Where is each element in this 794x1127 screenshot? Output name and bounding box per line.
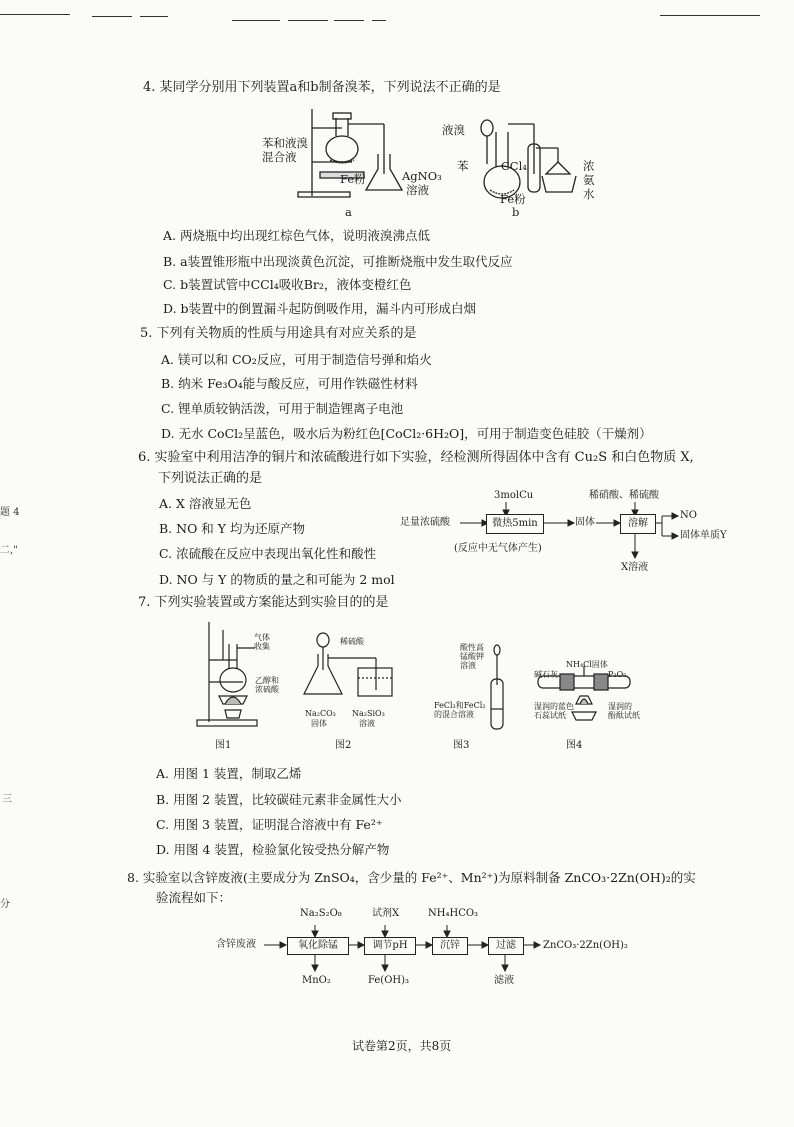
flow-label-solid: 固体 [575, 517, 595, 528]
question-7-option-a: A. 用图 1 装置，制取乙烯 [156, 766, 302, 781]
q8-output-3: 滤液 [494, 975, 514, 986]
header-line [92, 16, 132, 17]
q8-step-precipitate: 沉锌 [432, 937, 468, 955]
question-5-option-a: A. 镁可以和 CO₂反应，可用于制造信号弹和焰火 [161, 352, 432, 367]
flow-output-y: 固体单质Y [680, 530, 727, 541]
question-4-option-a: A. 两烧瓶中均出现红棕色气体，说明液溴沸点低 [163, 228, 430, 243]
caption-a: a [345, 205, 352, 219]
fig1-label-collect: 收集 [254, 642, 270, 651]
label-benzene-bromine: 苯和液溴 [262, 136, 308, 150]
fig4-label-p2o5: P₂O₅ [608, 670, 627, 679]
question-8-stem: 8. 实验室以含锌废液(主要成分为 ZnSO₄，含少量的 Fe²⁺、Mn²⁺)为原料制备 ZnCO₃·2Zn(OH)₂的实 [127, 870, 696, 885]
question-4-option-c: C. b装置试管中CCl₄吸收Br₂，液体变橙红色 [163, 277, 412, 292]
question-5-option-d: D. 无水 CoCl₂呈蓝色，吸水后为粉红色[CoCl₂·6H₂O]，可用于制造变色硅胶（干燥剂） [161, 426, 652, 441]
caption-fig3: 图3 [453, 740, 470, 751]
fig1-label-sulfuric: 浓硫酸 [255, 685, 279, 694]
caption-fig4: 图4 [566, 740, 583, 751]
question-7-stem: 7. 下列实验装置或方案能达到实验目的的是 [138, 595, 389, 610]
question-6-option-b: B. NO 和 Y 均为还原产物 [159, 521, 305, 536]
fig1-label-gas: 气体 [254, 633, 270, 642]
label-conc: 浓 [583, 159, 595, 173]
q8-reagent-2: 试剂X [372, 908, 400, 919]
flow-step-dissolve: 溶解 [620, 514, 656, 534]
label-liquid-bromine: 液溴 [442, 123, 465, 137]
label-fe-powder-b: Fe粉 [500, 192, 526, 206]
q8-step-ph: 调节pH [364, 937, 416, 955]
header-line [660, 15, 760, 16]
label-fe-powder: Fe粉 [340, 172, 366, 186]
label-water: 水 [583, 187, 595, 201]
margin-text: 二," [0, 545, 18, 556]
caption-fig1: 图1 [215, 740, 232, 751]
question-5-option-b: B. 纳米 Fe₃O₄能与酸反应，可用作铁磁性材料 [161, 376, 418, 391]
q8-product: ZnCO₃·2Zn(OH)₂ [543, 940, 628, 951]
flow-start: 足量浓硫酸 [400, 517, 450, 528]
q8-step-filter: 过滤 [488, 937, 524, 955]
question-5-stem: 5. 下列有关物质的性质与用途具有对应关系的是 [140, 326, 417, 341]
flow-label-acids: 稀硝酸、稀硫酸 [589, 490, 659, 501]
q8-reagent-3: NH₄HCO₃ [428, 908, 479, 919]
margin-text: 分 [0, 899, 10, 910]
q8-output-2: Fe(OH)₃ [368, 975, 410, 986]
header-line [288, 20, 328, 21]
fig2-label-na2co3: Na₂CO₃ [305, 709, 336, 718]
fig4-label-litmus-2: 石蕊试纸 [534, 711, 566, 720]
flow-label-copper: 3molCu [494, 490, 534, 501]
label-ccl4: CCl₄ [501, 159, 527, 173]
header-line [334, 20, 364, 21]
flow-step-heat: 微热5min [486, 514, 544, 534]
fig3-label-mix-1: FeCl₃和FeCl₂ [434, 701, 486, 710]
fig1-label-ethanol: 乙醇和 [255, 676, 279, 685]
question-6-stem-2: 下列说法正确的是 [158, 471, 263, 486]
label-ammonia: 氨 [583, 173, 595, 187]
fig2-label-acid: 稀硫酸 [340, 637, 364, 646]
fig2-label-na2sio3: Na₂SiO₃ [352, 709, 385, 718]
fig3-label-kmno4-1: 酸性高 [460, 643, 484, 652]
question-7-option-b: B. 用图 2 装置，比较碳硅元素非金属性大小 [156, 792, 402, 807]
q8-step-oxidize: 氧化除锰 [287, 937, 349, 955]
page-footer: 试卷第2页，共8页 [352, 1039, 452, 1053]
question-4-stem: 4. 某同学分别用下列装置a和b制备溴苯，下列说法不正确的是 [143, 80, 501, 95]
fig2-label-solid: 固体 [311, 719, 327, 728]
fig3-label-kmno4-2: 锰酸钾 [460, 652, 484, 661]
q8-reagent-1: Na₂S₂O₈ [300, 908, 342, 919]
q8-flow-start: 含锌废液 [216, 939, 256, 950]
fig2-label-solution: 溶液 [359, 719, 375, 728]
question-4-option-d: D. b装置中的倒置漏斗起防倒吸作用，漏斗内可形成白烟 [163, 301, 477, 316]
header-line [372, 20, 386, 21]
flow-note: (反应中无气体产生) [454, 543, 542, 554]
question-5-option-c: C. 锂单质较钠活泼，可用于制造锂离子电池 [161, 401, 404, 416]
question-7-option-c: C. 用图 3 装置，证明混合溶液中有 Fe²⁺ [156, 817, 383, 832]
question-7-option-d: D. 用图 4 装置，检验氯化铵受热分解产物 [156, 842, 390, 857]
fig3-label-kmno4-3: 溶液 [460, 661, 476, 670]
figure-3-diagram [482, 645, 512, 735]
margin-text: 题 4 [0, 507, 20, 518]
apparatus-b-diagram [462, 104, 602, 214]
caption-b: b [512, 205, 520, 219]
q8-output-1: MnO₂ [302, 975, 331, 986]
question-6-option-c: C. 浓硫酸在反应中表现出氧化性和酸性 [159, 546, 377, 561]
header-line [140, 16, 168, 17]
question-4-option-b: B. a装置锥形瓶中出现淡黄色沉淀，可推断烧瓶中发生取代反应 [163, 254, 513, 269]
fig4-label-phenol-2: 酚酞试纸 [608, 711, 640, 720]
margin-text: 三 [2, 794, 12, 805]
question-6-option-a: A. X 溶液显无色 [159, 496, 252, 511]
flow-output-no: NO [680, 510, 697, 521]
header-line [0, 14, 70, 15]
question-6-stem: 6. 实验室中利用洁净的铜片和浓硫酸进行如下实验，经检测所得固体中含有 Cu₂S 和白色物质 X, [138, 450, 694, 465]
question-8-stem-2: 验流程如下： [156, 890, 232, 905]
label-benzene: 苯 [457, 159, 469, 173]
fig4-label-nh4cl: NH₄Cl固体 [566, 660, 608, 669]
caption-fig2: 图2 [335, 740, 352, 751]
flow-output-x: X溶液 [621, 562, 649, 573]
label-mixture: 混合液 [262, 150, 297, 164]
label-solution: 溶液 [406, 183, 429, 197]
fig3-label-mix-2: 的混合溶液 [434, 710, 474, 719]
header-line [232, 20, 280, 21]
fig4-label-phenol-1: 湿润的 [608, 702, 632, 711]
question-6-option-d: D. NO 与 Y 的物质的量之和可能为 2 mol [159, 572, 395, 587]
fig4-label-litmus-1: 湿润的蓝色 [534, 702, 574, 711]
fig4-label-lime: 碱石灰 [534, 670, 558, 679]
label-agno3: AgNO₃ [402, 169, 442, 183]
